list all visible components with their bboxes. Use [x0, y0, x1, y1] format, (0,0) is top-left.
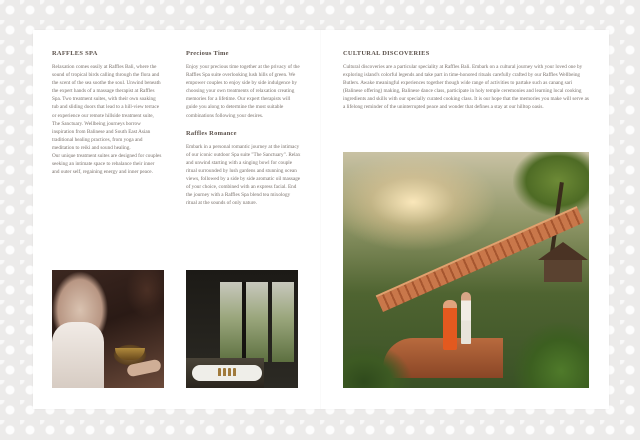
precious-time-heading: Precious Time — [186, 50, 229, 57]
precious-time-paragraph: Enjoy your precious time together at the privacy of the Raffles Spa suite overlooking lush hills of green. We empower couples to enjoy side by side indulgence by choosing your own treatments of relaxation creating memories for a lifetime. Our expert therapists will guide you along to determine the most suitable combinations following your desires. — [186, 64, 300, 119]
window-view-1 — [220, 282, 242, 362]
tree-canopy — [513, 152, 589, 216]
cultural-heading: CULTURAL DISCOVERIES — [343, 50, 430, 57]
brochure-spread — [33, 30, 609, 409]
cultural-column — [343, 50, 589, 112]
raffles-romance-paragraph: Embark in a personal romantic journey at the intimacy of our iconic outdoor Spa suite "The Sanctuary". Relax and unwind starting with a singing bowl for couple ritual surrounded by lush gardens and stunning ocean views, followed by a side by side aromatic oil massage of your choice, combined with an express facial. End the journey with a Raffles Spa blend tea mixology ritual at the sounds of only nature. — [186, 143, 301, 207]
window-view-2 — [246, 282, 268, 362]
cultural-paragraph: Cultural discoveries are a particular speciality at Raffles Bali. Embark on a cultural journey with your loved one by exploring island's colorful legends and take part in time-honored rituals carefully crafted by our Raffles Wellbeing Butlers. Awake meaningful experiences together though wide range of activities to partake such as canang sari (Balinese offering) making, Balinese dance class, participate in holy temple ceremonies and learning local cooking ingredients and skills with our specially curated cooking class. It is our hope that the memories you make will serve as a lifelong reminder of the uninterrupted peace and wonder that defines a stay at our hilltop oasis. — [343, 64, 589, 111]
oil-bottle-1 — [218, 368, 221, 376]
robe-shape — [52, 322, 104, 388]
spa-column — [52, 50, 162, 176]
woman-figure — [443, 300, 457, 350]
spa-paragraph-2: Our unique treatment suites are designed for couples seeking an intimate space to rebalance their inner and outer self, regaining energy and inner peace. — [52, 153, 162, 176]
hut-body — [544, 260, 582, 282]
man-figure — [461, 292, 471, 344]
villa-suite-photo — [186, 270, 298, 388]
spa-heading: RAFFLES SPA — [52, 50, 98, 57]
bathtub-shape — [192, 365, 262, 381]
window-view-3 — [272, 282, 294, 362]
singing-bowl-photo — [52, 270, 164, 388]
romance-column — [186, 50, 302, 207]
oil-bottle-4 — [233, 368, 236, 376]
foliage-right — [513, 322, 589, 388]
hut-roof — [538, 242, 588, 260]
couple-stairs-photo — [343, 152, 589, 388]
hilltop-hut — [538, 242, 588, 282]
foliage-left — [343, 342, 413, 388]
singing-bowl-shape — [115, 348, 145, 360]
window-frame — [242, 282, 246, 362]
oil-bottle-3 — [228, 368, 231, 376]
raffles-romance-heading: Raffles Romance — [186, 129, 237, 137]
spa-paragraph-1: Relaxation comes easily at Raffles Bali, where the sound of tropical birds calling through the flora and the scent of the sea soothe the soul. Unwind beneath the expert hands of a massage therapist at Raffles Spa. Two treatment suites, with their own soaking tub and sliding doors that lead to a hill-view terrace or experience our remote hillside treatment suite, The Sanctuary. Wellbeing journeys borrow inspiration from Balinese and South East Asian traditional healing practices, from yoga and meditation to reiki and sound healing. — [52, 64, 161, 151]
page-divider — [320, 30, 321, 409]
oil-bottle-2 — [223, 368, 226, 376]
hand-shape — [126, 359, 162, 378]
